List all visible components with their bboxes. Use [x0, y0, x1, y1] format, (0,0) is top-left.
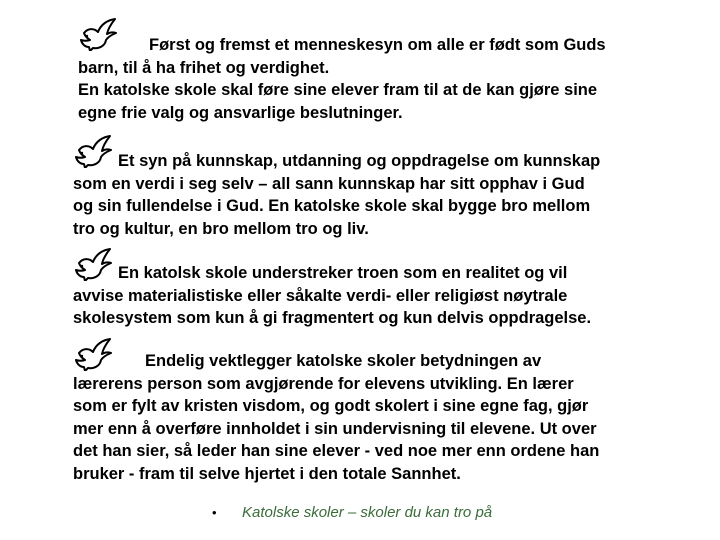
paragraph-laereren — [73, 350, 599, 485]
bullet-icon: • — [212, 505, 217, 520]
paragraph-kunnskap — [73, 150, 600, 240]
paragraph-line: avvise materialistiske eller såkalte verdi- eller religiøst nøytrale — [73, 286, 568, 305]
footer-text: Katolske skoler – skoler du kan tro på — [242, 504, 493, 521]
paragraph-menneskesyn — [78, 34, 606, 124]
paragraph-line: barn, til å ha frihet og verdighet. — [78, 58, 330, 77]
paragraph-line: En katolsk skole understreker troen som en realitet og vil — [118, 264, 568, 282]
paragraph-line: mer enn å overføre innholdet i sin undervisning til elevene. Ut over — [73, 419, 597, 438]
paragraph-line: det han sier, så leder han sine elever - ved noe mer enn ordene han — [73, 442, 600, 460]
paragraph-line: lærerens person som avgjørende for elevens utvikling. En lærer — [73, 374, 574, 393]
paragraph-line: som er fylt av kristen visdom, og godt skolert i sine egne fag, gjør — [73, 397, 589, 415]
paragraph-line: egne frie valg og ansvarlige beslutninger. — [78, 103, 403, 122]
paragraph-line: som en verdi i seg selv – all sann kunnskap har sitt opphav i Gud — [73, 174, 585, 193]
paragraph-line: skolesystem som kun å gi fragmentert og kun delvis oppdragelse. — [73, 309, 592, 327]
paragraph-line: En katolske skole skal føre sine elever fram til at de kan gjøre sine — [78, 81, 598, 99]
paragraph-line: Et syn på kunnskap, utdanning og oppdragelse om kunnskap — [118, 152, 601, 170]
paragraph-line: bruker - fram til selve hjertet i den totale Sannhet. — [73, 464, 461, 483]
paragraph-line: Endelig vektlegger katolske skoler betydningen av — [145, 352, 542, 370]
paragraph-line: tro og kultur, en bro mellom tro og liv. — [73, 219, 369, 238]
footer-slogan — [212, 504, 492, 521]
paragraph-troen — [73, 262, 591, 330]
paragraph-line: og sin fullendelse i Gud. En katolske skole skal bygge bro mellom — [73, 197, 591, 215]
paragraph-line: Først og fremst et menneskesyn om alle er født som Guds — [149, 36, 606, 54]
